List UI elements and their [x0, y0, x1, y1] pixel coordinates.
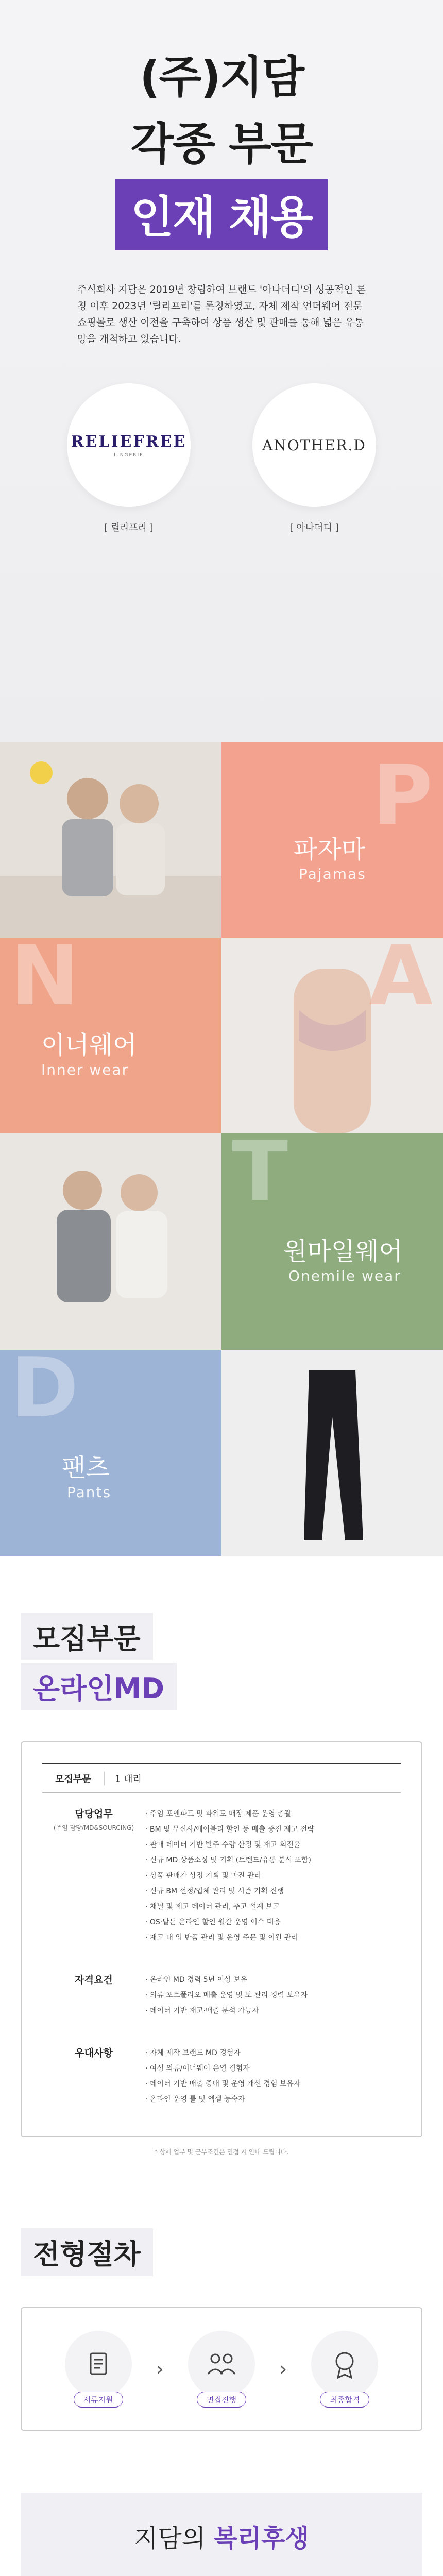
- process-step: [188, 2331, 255, 2408]
- category-subtitle: Pants: [67, 1484, 112, 1501]
- category-letter-n: N: [10, 938, 79, 1024]
- chevron-right-icon: ›: [156, 2358, 164, 2380]
- job-row-label: 우대사항: [75, 2047, 113, 2059]
- category-letter: P: [372, 747, 433, 843]
- welfare-section: [21, 2493, 422, 2576]
- process-section: [0, 2228, 443, 2431]
- category-title: 팬츠: [62, 1453, 110, 1482]
- hero-title-department: 각종 부문: [130, 118, 313, 170]
- onemile-photo: [0, 1133, 222, 1350]
- category-letter-t: T: [232, 1133, 288, 1219]
- recruit-section: [0, 1613, 443, 2156]
- list-item: · BM 및 무신사/에이블리 할인 등 매출 증진 제고 전략: [145, 1825, 314, 1834]
- brand-caption: [ 아나더디 ]: [289, 522, 339, 533]
- onemile-couple-illustration: [0, 1133, 222, 1350]
- category-letter-d: D: [10, 1350, 79, 1436]
- category-subtitle: Onemile wear: [288, 1267, 401, 1284]
- list-item: · 의류 포트폴리오 매출 운영 및 보 관리 경력 보유자: [145, 1991, 308, 1999]
- list-item: · 신규 MD 상품소싱 및 기획 (트렌드/유통 분석 포함): [145, 1856, 311, 1865]
- category-letter-a: A: [369, 927, 433, 1024]
- recruit-subtitle: 온라인MD: [21, 1663, 177, 1710]
- welfare-title-prefix: 지담의: [134, 2524, 214, 2553]
- category-title: 파자마: [294, 835, 366, 864]
- brand-logo-reliefree: RELIEFREE: [71, 432, 187, 451]
- job-description-card: [21, 1741, 422, 2137]
- list-item: · 판매 데이터 기반 발주 수량 산정 및 재고 회전율: [145, 1841, 301, 1849]
- job-row-duties: [42, 1793, 401, 1959]
- list-item: · 데이터 기반 재고·매출 분석 가능자: [145, 2007, 259, 2015]
- list-item: · 주임 포엔파트 및 파워도 매장 제품 운영 총괄: [145, 1810, 292, 1818]
- brand-caption: [ 릴리프리 ]: [104, 522, 154, 533]
- brand-reliefree: [67, 383, 191, 534]
- hero-section: [0, 0, 443, 742]
- brand-logo-circle: [67, 383, 191, 507]
- list-item: · 상품 판매가 상정 기획 및 마진 관리: [145, 1872, 261, 1880]
- pants-photo: [222, 1350, 443, 1556]
- list-item: · 온라인 MD 경력 5년 이상 보유: [145, 1976, 248, 1984]
- job-row-items: [145, 2045, 401, 2107]
- list-item: · 채널 및 제고 데이터 관리, 추고 설계 보고: [145, 1903, 280, 1911]
- brand-logos: [0, 383, 443, 534]
- job-row-preferred: [42, 2032, 401, 2121]
- brand-logo-reliefree-sub: LINGERIE: [114, 452, 144, 458]
- category-innerwear[interactable]: [0, 938, 222, 1133]
- recruit-title: 모집부문: [21, 1613, 153, 1660]
- job-row-items: [145, 1972, 401, 2019]
- brand-logo-circle: [252, 383, 376, 507]
- process-title: 전형절차: [21, 2228, 153, 2276]
- pajamas-couple-illustration: [0, 742, 222, 938]
- category-pajamas[interactable]: [222, 742, 443, 938]
- job-row-label: [42, 1806, 145, 1945]
- brand-anotherd: [252, 383, 376, 534]
- category-title: 원마일웨어: [283, 1237, 403, 1266]
- job-row-qualifications: [42, 1959, 401, 2032]
- pajamas-photo: [0, 742, 222, 938]
- brand-logo-anotherd: ANOTHER.D: [262, 436, 366, 454]
- process-steps: [21, 2307, 422, 2431]
- job-row-label: 자격요건: [75, 1974, 113, 1986]
- process-step: [311, 2331, 378, 2408]
- list-item: · OS·달돈 온라인 할인 월간 운영 이슈 대응: [145, 1918, 281, 1926]
- hero-title-recruit: 인재 채용: [115, 179, 328, 250]
- category-subtitle: Inner wear: [41, 1061, 129, 1078]
- category-onemilewear[interactable]: [222, 1133, 443, 1350]
- list-item: · 데이터 기반 매출 증대 및 운영 개선 경험 보유자: [145, 2080, 301, 2088]
- process-step: [65, 2331, 132, 2408]
- list-item: · 온라인 운영 툴 및 엑셀 능숙자: [145, 2095, 245, 2104]
- badge-icon: [311, 2331, 378, 2398]
- category-pants[interactable]: [0, 1350, 222, 1556]
- job-header: [42, 1763, 401, 1793]
- job-row-items: [145, 1806, 401, 1945]
- innerwear-photo: [222, 927, 443, 1133]
- job-header-value: 1 대리: [104, 1772, 142, 1785]
- job-row-label-sub: (주임 담당/MD&SOURCING): [53, 1824, 134, 1832]
- category-title: 이너웨어: [41, 1031, 137, 1060]
- pants-illustration: [222, 1350, 443, 1556]
- welfare-title-bold: 복리후생: [213, 2524, 309, 2553]
- list-item: · 신규 BM 선정/업체 관리 및 시즌 기획 진행: [145, 1887, 284, 1895]
- list-item: · 자체 제작 브랜드 MD 경험자: [145, 2049, 241, 2057]
- chevron-right-icon: ›: [279, 2358, 287, 2380]
- document-icon: [65, 2331, 132, 2398]
- process-step-label: 최종합격: [320, 2392, 369, 2408]
- job-note: * 상세 업무 및 근무조건은 면접 시 안내 드립니다.: [154, 2148, 289, 2156]
- category-grid: [0, 742, 443, 1556]
- interview-icon: [188, 2331, 255, 2398]
- job-row-label-text: 담당업무: [75, 1808, 113, 1820]
- category-subtitle: Pajamas: [299, 866, 366, 883]
- process-step-label: 면접진행: [197, 2392, 246, 2408]
- job-header-label: 모집부문: [55, 1773, 91, 1785]
- process-step-label: 서류지원: [74, 2392, 123, 2408]
- welfare-title: [46, 2518, 397, 2554]
- hero-title-company: (주)지담: [140, 52, 303, 103]
- list-item: · 재고 대 입 반품 관리 및 운영 주문 및 이원 관리: [145, 1934, 298, 1942]
- hero-description: 주식회사 지담은 2019년 창립하여 브랜드 '아나더디'의 성공적인 론칭 이후 2023년 '릴리프리'를 론칭하였고, 자체 제작 언더웨어 전문 쇼핑몰로 생산 이전을 구축하여 상품 생산 및 판매를 통해 넓은 유통망을 개척하고 있습니다.: [77, 284, 366, 345]
- list-item: · 여성 의류/이너웨어 운영 경험자: [145, 2064, 250, 2073]
